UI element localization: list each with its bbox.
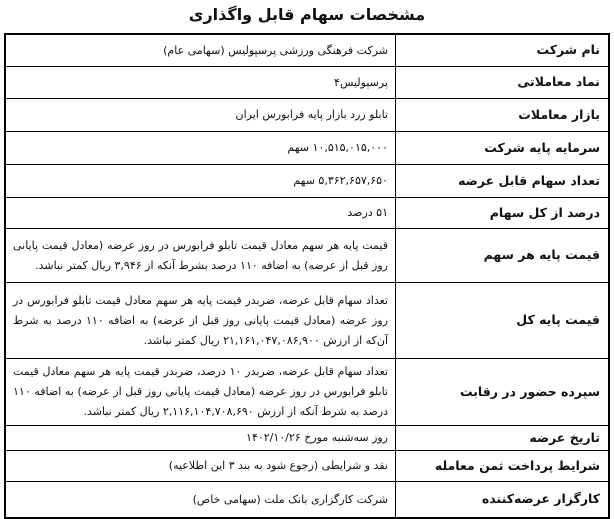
row-value: ۵,۳۶۲,۶۵۷,۶۵۰ سهم (5, 165, 396, 198)
row-value: تعداد سهام قابل عرضه، ضربدر ۱۰ درصد، ضربدر قیمت پایه هر سهم معادل قیمت تابلو فرابورس در روز عرضه (معادل قیمت پایانی روز قبل از عرضه) به اضافه ۱۱۰ درصد به شرط آنکه از ارزش ۲,۱۱۶,۱۰۴,۷۰۸,۶۹۰ ریال کمتر نباشد. (5, 359, 396, 426)
table-row (5, 283, 609, 359)
row-label: تعداد سهام قابل عرضه (396, 165, 610, 198)
row-value: ۵۱ درصد (5, 198, 396, 229)
row-label: قیمت پایه هر سهم (396, 229, 610, 283)
table-body (5, 34, 609, 518)
row-value: ۱۰,۵۱۵,۰۱۵,۰۰۰ سهم (5, 132, 396, 165)
row-label: قیمت پایه کل (396, 283, 610, 359)
page-title: مشخصات سهام قابل واگذاری (188, 5, 426, 24)
row-value: قیمت پایه هر سهم معادل قیمت تابلو فرابورس در روز عرضه (معادل قیمت پایانی روز قبل از عرضه) به اضافه ۱۱۰ درصد بشرط آنکه از ۳,۹۴۶ ریال کمتر نباشد. (5, 229, 396, 283)
row-label: کارگزار عرضه‌کننده (396, 482, 610, 519)
table-row (5, 359, 609, 426)
row-label: نماد معاملاتی (396, 67, 610, 99)
row-value: شرکت فرهنگی ورزشی پرسپولیس (سهامی عام) (5, 34, 396, 67)
table-row (5, 99, 609, 132)
row-value: پرسپولیس۴ (5, 67, 396, 99)
row-label: سپرده حضور در رقابت (396, 359, 610, 426)
row-value: تابلو زرد بازار پایه فرابورس ایران (5, 99, 396, 132)
row-value: نقد و شرایطی (رجوع شود به بند ۳ این اطلاعیه) (5, 451, 396, 482)
row-label: تاریخ عرضه (396, 426, 610, 451)
row-value: روز سه‌شنبه مورخ ۱۴۰۲/۱۰/۲۶ (5, 426, 396, 451)
table-row (5, 229, 609, 283)
row-label: نام شرکت (396, 34, 610, 67)
table-row (5, 482, 609, 519)
table-row (5, 34, 609, 67)
row-label: شرایط پرداخت ثمن معامله (396, 451, 610, 482)
row-value: شرکت کارگزاری بانک ملت (سهامی خاص) (5, 482, 396, 519)
table-row (5, 132, 609, 165)
table-row (5, 198, 609, 229)
row-label: درصد از کل سهام (396, 198, 610, 229)
table-row (5, 426, 609, 451)
row-value: تعداد سهام قابل عرضه، ضربدر قیمت پایه هر سهم معادل قیمت تابلو فرابورس در روز عرضه (معادل قیمت پایانی روز قبل از عرضه) به اضافه ۱۱۰ درصد به شرط آن‌که از ارزش ۲۱,۱۶۱,۰۴۷,۰۸۶,۹۰۰ ریال کمتر نباشد. (5, 283, 396, 359)
row-label: بازار معاملات (396, 99, 610, 132)
table-row (5, 67, 609, 99)
row-label: سرمایه پایه شرکت (396, 132, 610, 165)
table-row (5, 165, 609, 198)
share-specifications-table (4, 33, 610, 519)
table-row (5, 451, 609, 482)
